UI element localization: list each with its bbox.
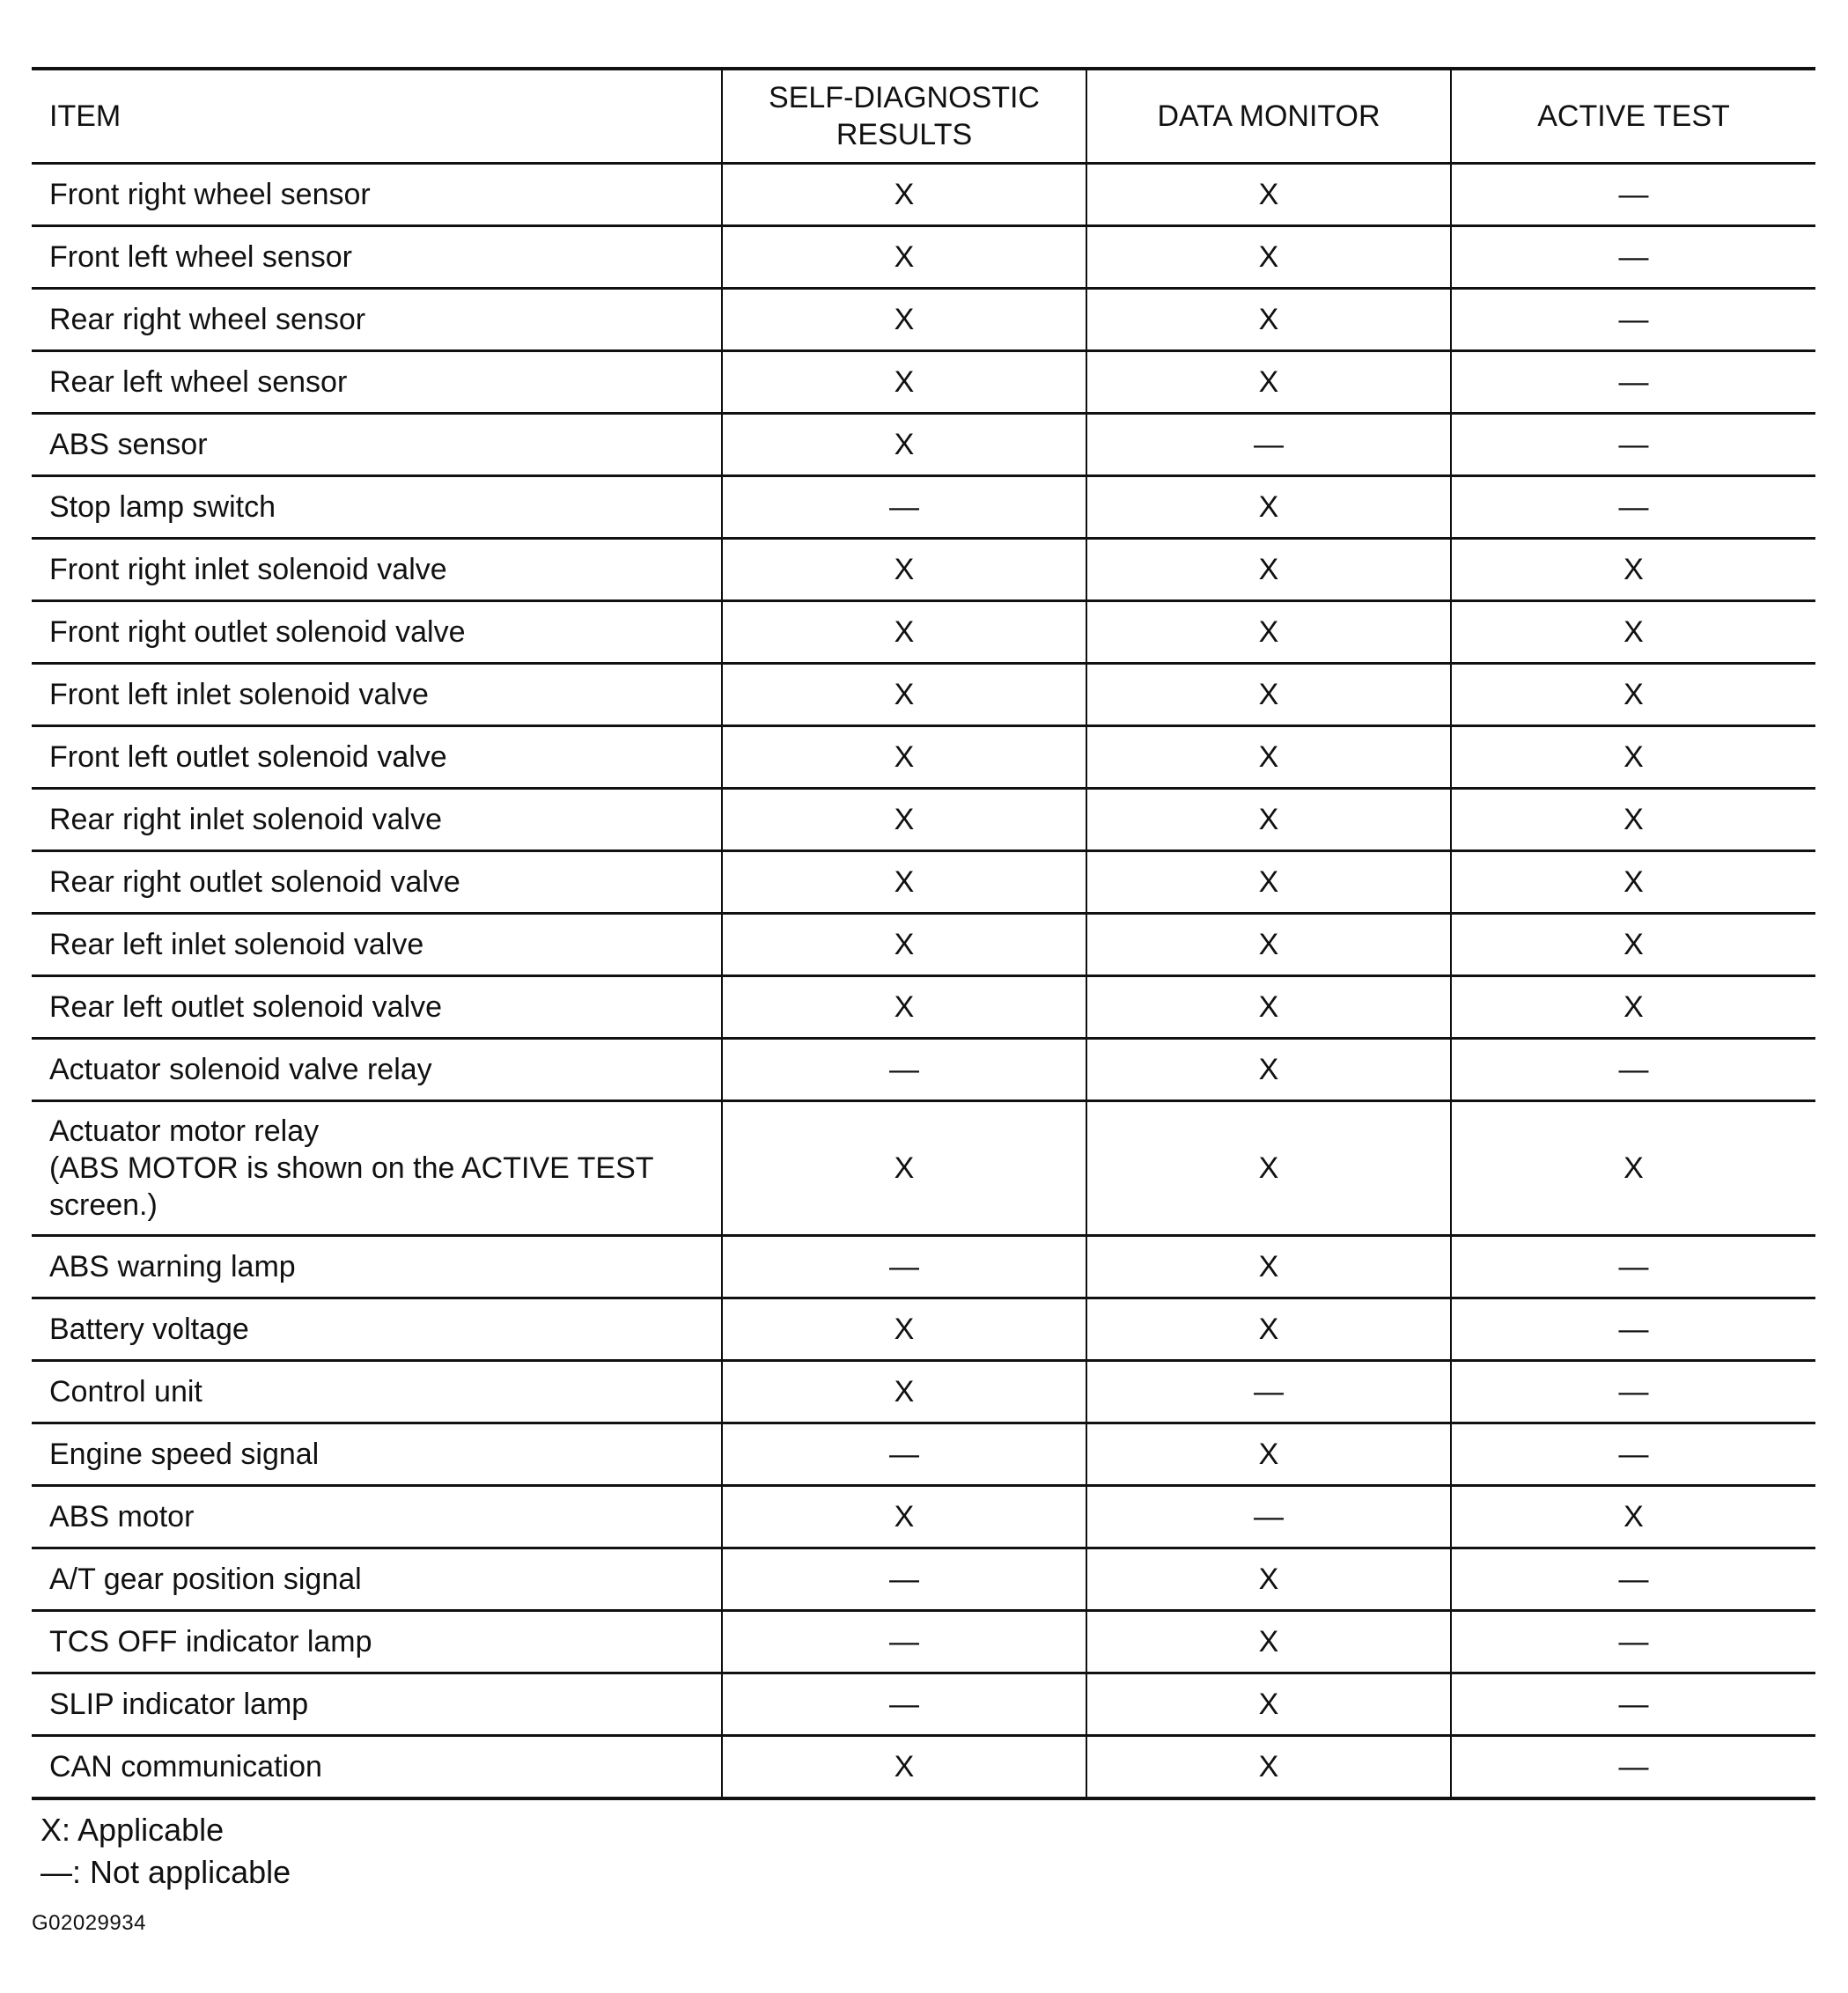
cell-data-monitor: X [1086,1298,1451,1361]
cell-item [32,351,722,414]
cell-active-test: — [1451,1673,1815,1736]
item-label: Rear right inlet solenoid valve [49,803,443,836]
item-label: Front right outlet solenoid valve [49,615,466,649]
item-label: Rear left inlet solenoid valve [49,928,424,961]
item-label: Front right wheel sensor [49,178,371,211]
cell-self-diagnostic: — [722,1548,1086,1611]
table-row [32,601,1815,664]
cell-item [32,1423,722,1486]
table-row [32,1236,1815,1298]
item-label: ABS warning lamp [49,1250,296,1283]
header-self-line1: SELF-DIAGNOSTIC [769,81,1040,114]
table-row [32,164,1815,226]
cell-data-monitor: X [1086,726,1451,789]
cell-active-test: — [1451,1611,1815,1673]
item-label: Control unit [49,1375,202,1408]
item-note: (ABS MOTOR is shown on the ACTIVE TEST screen.) [49,1151,653,1222]
cell-data-monitor: X [1086,1673,1451,1736]
cell-active-test: X [1451,539,1815,601]
cell-data-monitor: X [1086,851,1451,914]
cell-self-diagnostic: X [722,601,1086,664]
cell-data-monitor: — [1086,414,1451,476]
cell-self-diagnostic: X [722,1298,1086,1361]
cell-data-monitor: X [1086,914,1451,976]
cell-data-monitor: X [1086,351,1451,414]
cell-active-test: — [1451,289,1815,351]
cell-self-diagnostic: X [722,726,1086,789]
table-row [32,851,1815,914]
cell-self-diagnostic: X [722,164,1086,226]
cell-active-test: — [1451,1298,1815,1361]
table-row [32,726,1815,789]
table-row [32,1298,1815,1361]
cell-active-test: X [1451,1101,1815,1236]
cell-item [32,726,722,789]
cell-self-diagnostic: X [722,914,1086,976]
cell-item [32,1101,722,1236]
cell-item [32,539,722,601]
cell-item [32,976,722,1039]
table-row [32,1673,1815,1736]
cell-data-monitor: — [1086,1486,1451,1548]
cell-item [32,664,722,726]
cell-item [32,1236,722,1298]
cell-active-test: X [1451,851,1815,914]
item-label: Rear left outlet solenoid valve [49,990,443,1024]
cell-active-test: X [1451,726,1815,789]
cell-item [32,601,722,664]
cell-self-diagnostic: X [722,289,1086,351]
cell-active-test: — [1451,1361,1815,1423]
table-row [32,789,1815,851]
cell-item [32,1298,722,1361]
item-label: CAN communication [49,1750,322,1783]
cell-data-monitor: X [1086,789,1451,851]
table-row [32,664,1815,726]
item-label: TCS OFF indicator lamp [49,1625,372,1658]
cell-active-test: X [1451,789,1815,851]
table-row [32,914,1815,976]
cell-active-test: — [1451,164,1815,226]
cell-self-diagnostic: — [722,1423,1086,1486]
header-self-line2: RESULTS [836,118,973,151]
table-row [32,1423,1815,1486]
cell-item [32,1611,722,1673]
table-row [32,226,1815,289]
cell-data-monitor: X [1086,664,1451,726]
cell-data-monitor: X [1086,1548,1451,1611]
cell-item [32,851,722,914]
cell-data-monitor: X [1086,539,1451,601]
cell-self-diagnostic: X [722,539,1086,601]
cell-self-diagnostic: X [722,664,1086,726]
cell-data-monitor: X [1086,289,1451,351]
figure-code: G02029934 [32,1911,146,1935]
cell-item [32,1361,722,1423]
cell-self-diagnostic: X [722,1486,1086,1548]
cell-active-test: — [1451,414,1815,476]
cell-self-diagnostic: X [722,226,1086,289]
cell-self-diagnostic: X [722,789,1086,851]
table-row [32,351,1815,414]
cell-self-diagnostic: — [722,476,1086,539]
cell-item [32,1486,722,1548]
cell-active-test: X [1451,976,1815,1039]
cell-data-monitor: X [1086,1039,1451,1101]
cell-active-test: — [1451,351,1815,414]
cell-self-diagnostic: X [722,976,1086,1039]
cell-active-test: — [1451,476,1815,539]
item-label: Front right inlet solenoid valve [49,553,447,586]
cell-item [32,226,722,289]
cell-active-test: X [1451,601,1815,664]
table-row [32,1486,1815,1548]
item-label: Rear right wheel sensor [49,303,366,336]
table-header-row [32,69,1815,164]
item-label: Stop lamp switch [49,490,276,524]
cell-self-diagnostic: — [722,1236,1086,1298]
cell-item [32,1039,722,1101]
item-label: A/T gear position signal [49,1563,362,1596]
cell-data-monitor: X [1086,1236,1451,1298]
cell-self-diagnostic: X [722,1101,1086,1236]
cell-active-test: — [1451,1236,1815,1298]
cell-active-test: X [1451,664,1815,726]
cell-item [32,289,722,351]
item-label: Battery voltage [49,1313,249,1346]
cell-self-diagnostic: X [722,351,1086,414]
item-label: Front left wheel sensor [49,240,352,274]
item-label: Rear left wheel sensor [49,365,348,399]
item-label: Engine speed signal [49,1438,320,1471]
table-row [32,1101,1815,1236]
table-row [32,1548,1815,1611]
table-row [32,976,1815,1039]
item-label: Rear right outlet solenoid valve [49,865,460,899]
cell-item [32,476,722,539]
cell-data-monitor: X [1086,601,1451,664]
cell-data-monitor: X [1086,1611,1451,1673]
item-label: Front left outlet solenoid valve [49,740,447,774]
table-row [32,476,1815,539]
item-label: Actuator motor relay [49,1114,320,1148]
table-body [32,164,1815,1799]
cell-active-test: — [1451,1039,1815,1101]
cell-self-diagnostic: X [722,414,1086,476]
cell-item [32,1548,722,1611]
item-label: Front left inlet solenoid valve [49,678,429,711]
legend-applicable: X: Applicable [40,1812,225,1848]
cell-active-test: — [1451,1423,1815,1486]
header-self-diagnostic-results [722,69,1086,164]
cell-data-monitor: X [1086,976,1451,1039]
table-row [32,1736,1815,1799]
table-row [32,539,1815,601]
cell-data-monitor: X [1086,164,1451,226]
legend [32,1809,1815,1894]
cell-self-diagnostic: — [722,1611,1086,1673]
cell-item [32,1736,722,1799]
cell-self-diagnostic: X [722,851,1086,914]
cell-active-test: X [1451,1486,1815,1548]
cell-item [32,1673,722,1736]
cell-self-diagnostic: — [722,1673,1086,1736]
cell-data-monitor: X [1086,1101,1451,1236]
table-row [32,289,1815,351]
document-sheet [32,67,1815,1936]
cell-item [32,414,722,476]
header-item: ITEM [32,69,722,164]
cell-active-test: — [1451,226,1815,289]
cell-data-monitor: X [1086,476,1451,539]
cell-data-monitor: X [1086,226,1451,289]
cell-data-monitor: X [1086,1736,1451,1799]
header-active-test: ACTIVE TEST [1451,69,1815,164]
table-row [32,1039,1815,1101]
diagnosis-item-table [32,67,1815,1800]
cell-item [32,164,722,226]
legend-not-applicable: —: Not applicable [40,1854,291,1890]
cell-self-diagnostic: — [722,1039,1086,1101]
cell-active-test: X [1451,914,1815,976]
cell-data-monitor: — [1086,1361,1451,1423]
item-label: Actuator solenoid valve relay [49,1053,432,1086]
table-row [32,1611,1815,1673]
table-row [32,1361,1815,1423]
item-label: ABS motor [49,1500,195,1533]
cell-self-diagnostic: X [722,1361,1086,1423]
cell-data-monitor: X [1086,1423,1451,1486]
cell-active-test: — [1451,1736,1815,1799]
cell-self-diagnostic: X [722,1736,1086,1799]
table-row [32,414,1815,476]
cell-active-test: — [1451,1548,1815,1611]
cell-item [32,789,722,851]
header-data-monitor: DATA MONITOR [1086,69,1451,164]
cell-item [32,914,722,976]
item-label: SLIP indicator lamp [49,1688,309,1721]
item-label: ABS sensor [49,428,208,461]
